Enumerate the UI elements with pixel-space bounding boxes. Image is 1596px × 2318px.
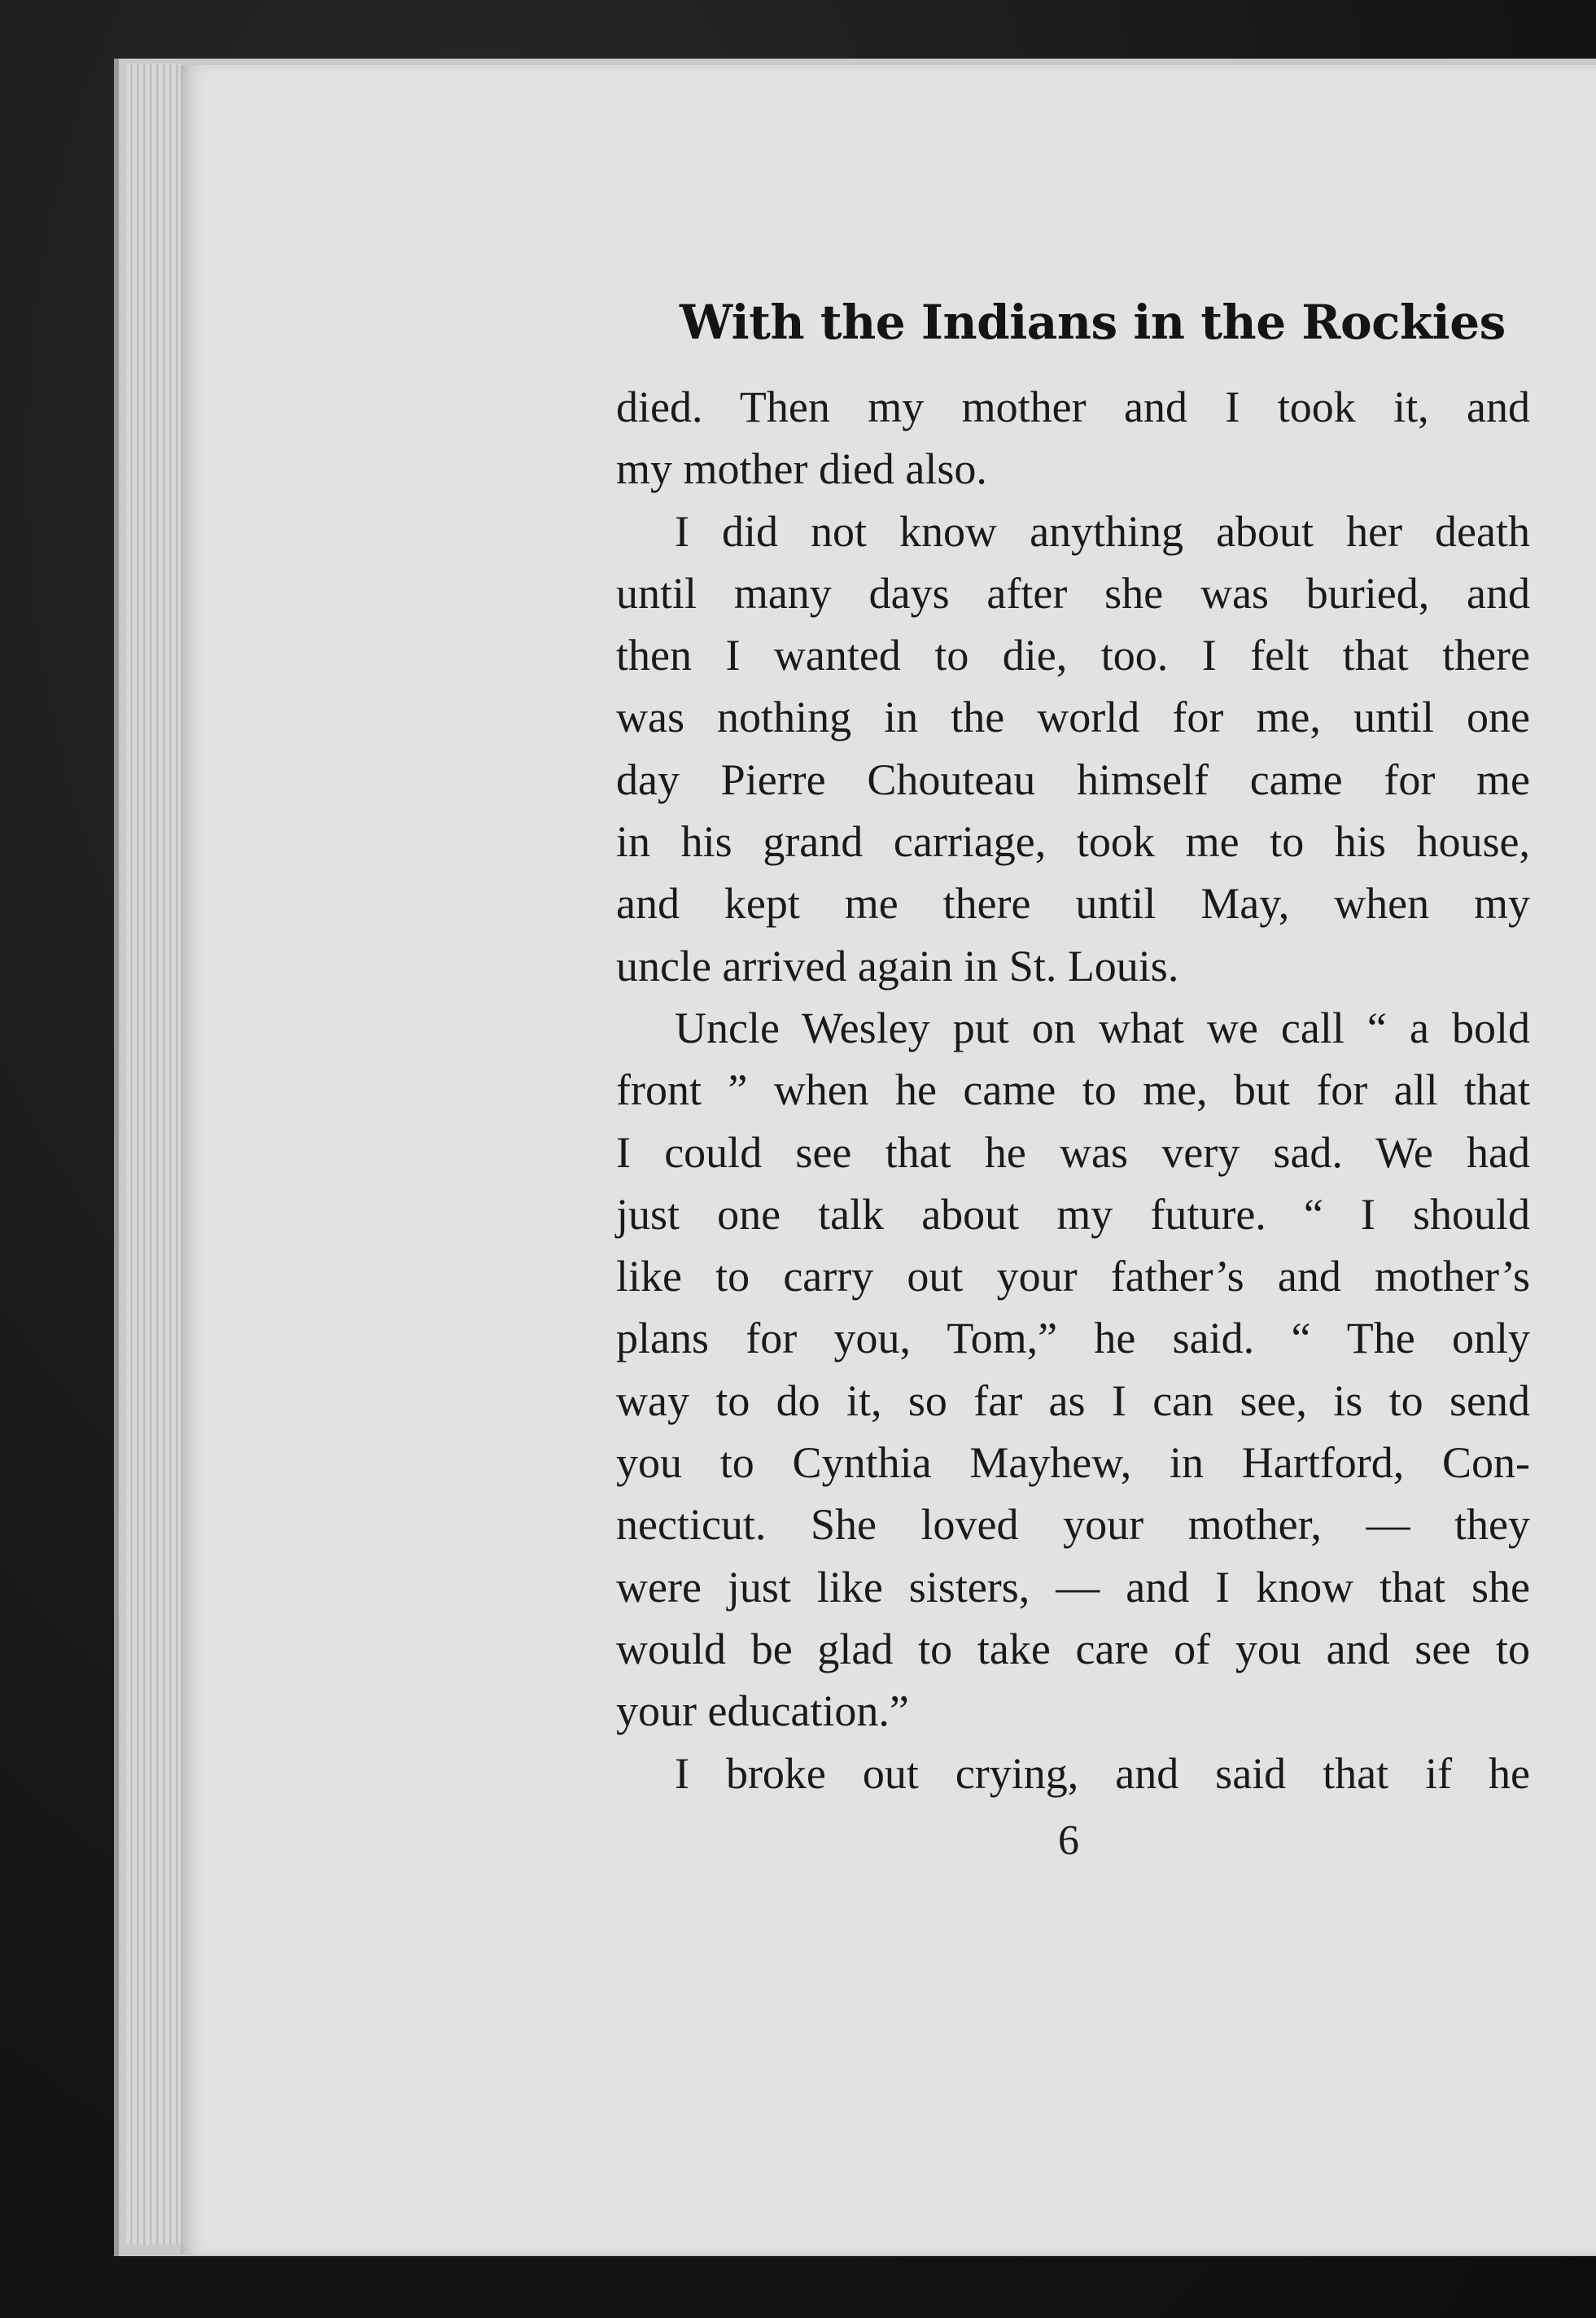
text-line: would be glad to take care of you and see to bbox=[616, 1624, 1530, 1673]
text-line: Uncle Wesley put on what we call “ a bold bbox=[675, 1003, 1530, 1052]
text-line: died. Then my mother and I took it, and bbox=[616, 383, 1530, 431]
text-line: I could see that he was very sad. We had bbox=[616, 1127, 1530, 1177]
text-line: until many days after she was buried, and bbox=[616, 568, 1530, 618]
text-line: my mother died also. bbox=[616, 444, 987, 494]
text-line: plans for you, Tom,” he said. “ The only bbox=[616, 1314, 1530, 1363]
text-line: in his grand carriage, took me to his house, bbox=[616, 817, 1530, 867]
text-line: uncle arrived again in St. Louis. bbox=[616, 941, 1179, 991]
text-line: was nothing in the world for me, until one bbox=[616, 693, 1530, 742]
text-line: were just like sisters, — and I know that she bbox=[616, 1562, 1530, 1612]
text-line: I broke out crying, and said that if he bbox=[675, 1748, 1530, 1798]
text-line: your education.” bbox=[616, 1686, 909, 1736]
text-line: day Pierre Chouteau himself came for me bbox=[616, 754, 1530, 804]
body-text bbox=[616, 376, 1530, 1804]
text-line: way to do it, so far as I can see, is to send bbox=[616, 1375, 1530, 1425]
text-line: like to carry out your father’s and mother’s bbox=[616, 1252, 1530, 1301]
text-line: front ” when he came to me, but for all that bbox=[616, 1065, 1530, 1115]
running-head: With the Indians in the Rockies bbox=[680, 295, 1506, 350]
text-line: I did not know anything about her death bbox=[675, 506, 1530, 556]
text-line: necticut. She loved your mother, — they bbox=[616, 1500, 1530, 1550]
text-line: just one talk about my future. “ I should bbox=[616, 1189, 1530, 1239]
text-line: and kept me there until May, when my bbox=[616, 879, 1530, 929]
text-line: then I wanted to die, too. I felt that there bbox=[616, 631, 1530, 680]
page-edges bbox=[126, 63, 183, 2245]
text-line: you to Cynthia Mayhew, in Hartford, Con- bbox=[616, 1438, 1530, 1488]
page-number: 6 bbox=[1058, 1817, 1079, 1864]
